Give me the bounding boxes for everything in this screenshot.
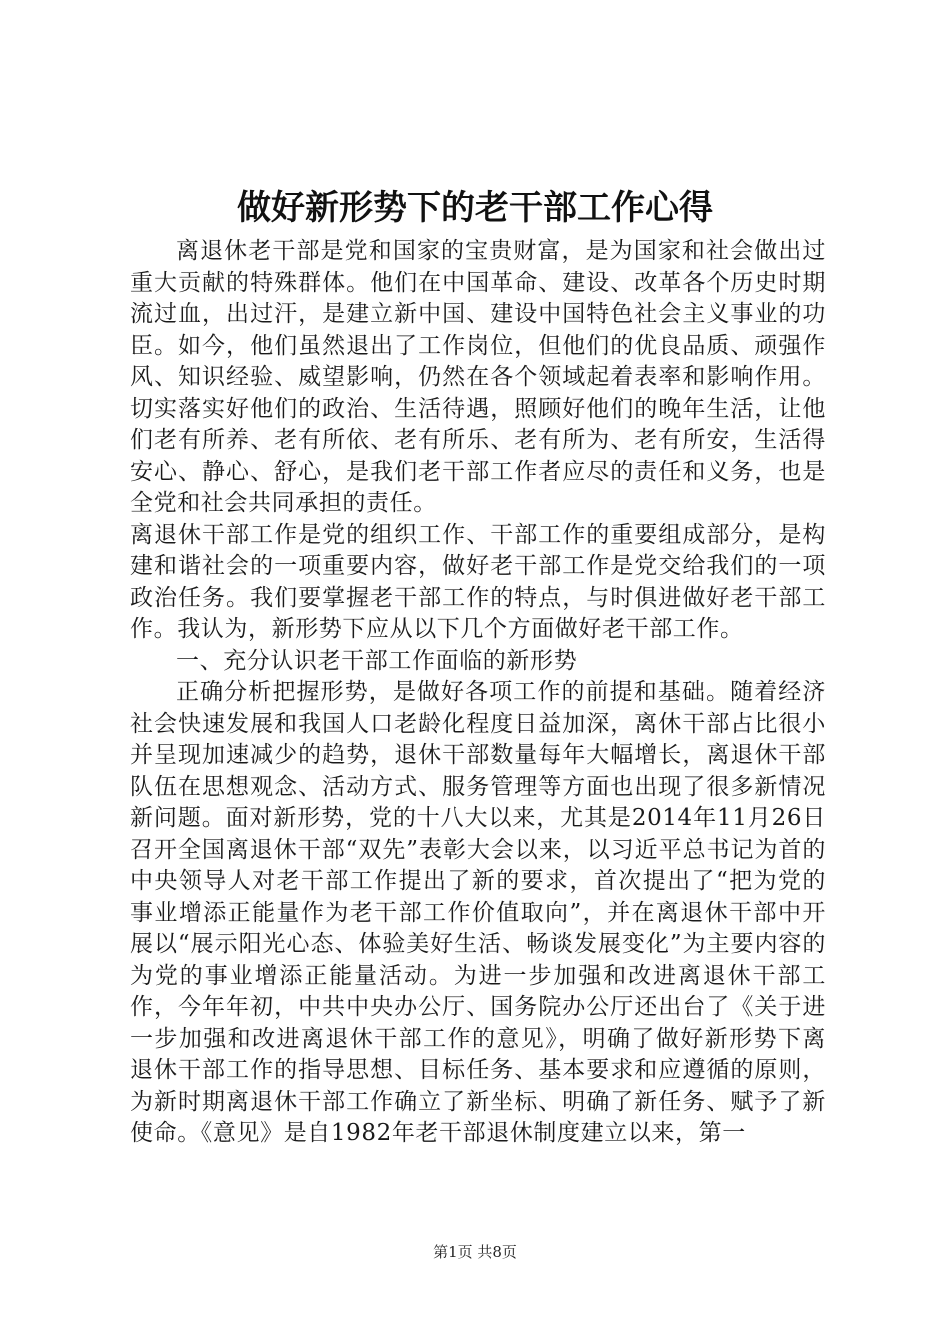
page-footer: 第1页 共8页 <box>433 1243 517 1261</box>
document-title: 做好新形势下的老干部工作心得 <box>237 188 713 228</box>
paragraph-situation: 正确分析把握形势，是做好各项工作的前提和基础。随着经济社会快速发展和我国人口老龄化程度日益加深，离休干部占比很小并呈现加速减少的趋势，退休干部数量每年大幅增长，离退休干部队伍在思想观念、活动方式、服务管理等方面也出现了很多新情况新问题。面对新形势，党的十八大以来，尤其是2014年11月26日召开全国离退休干部“双先”表彰大会以来，以习近平总书记为首的中央领导人对老干部工作提出了新的要求，首次提出了“把为党的事业增添正能量作为老干部工作价值取向”，并在离退休干部中开展以“展示阳光心态、体验美好生活、畅谈发展变化”为主要内容的为党的事业增添正能量活动。为进一步加强和改进离退休干部工作，今年年初，中共中央办公厅、国务院办公厅还出台了《关于进一步加强和改进离退休干部工作的意见》，明确了做好新形势下离退休干部工作的指导思想、目标任务、基本要求和应遵循的原则，为新时期离退休干部工作确立了新坐标、明确了新任务、赋予了新使命。《意见》是自1982年老干部退休制度建立以来，第一 <box>130 679 826 1146</box>
document-body <box>130 236 826 1150</box>
paragraph-intro: 离退休老干部是党和国家的宝贵财富，是为国家和社会做出过重大贡献的特殊群体。他们在中国革命、建设、改革各个历史时期流过血，出过汗，是建立新中国、建设中国特色社会主义事业的功臣。如今，他们虽然退出了工作岗位，但他们的优良品质、顽强作风、知识经验、威望影响，仍然在各个领域起着表率和影响作用。切实落实好他们的政治、生活待遇，照顾好他们的晚年生活，让他们老有所养、老有所依、老有所乐、老有所为、老有所安，生活得安心、静心、舒心，是我们老干部工作者应尽的责任和义务，也是全党和社会共同承担的责任。 <box>130 238 826 516</box>
section-heading-1: 一、充分认识老干部工作面临的新形势 <box>176 647 578 674</box>
paragraph-significance: 离退休干部工作是党的组织工作、干部工作的重要组成部分，是构建和谐社会的一项重要内容，做好老干部工作是党交给我们的一项政治任务。我们要掌握老干部工作的特点，与时俱进做好老干部工作。我认为，新形势下应从以下几个方面做好老干部工作。 <box>130 521 826 642</box>
